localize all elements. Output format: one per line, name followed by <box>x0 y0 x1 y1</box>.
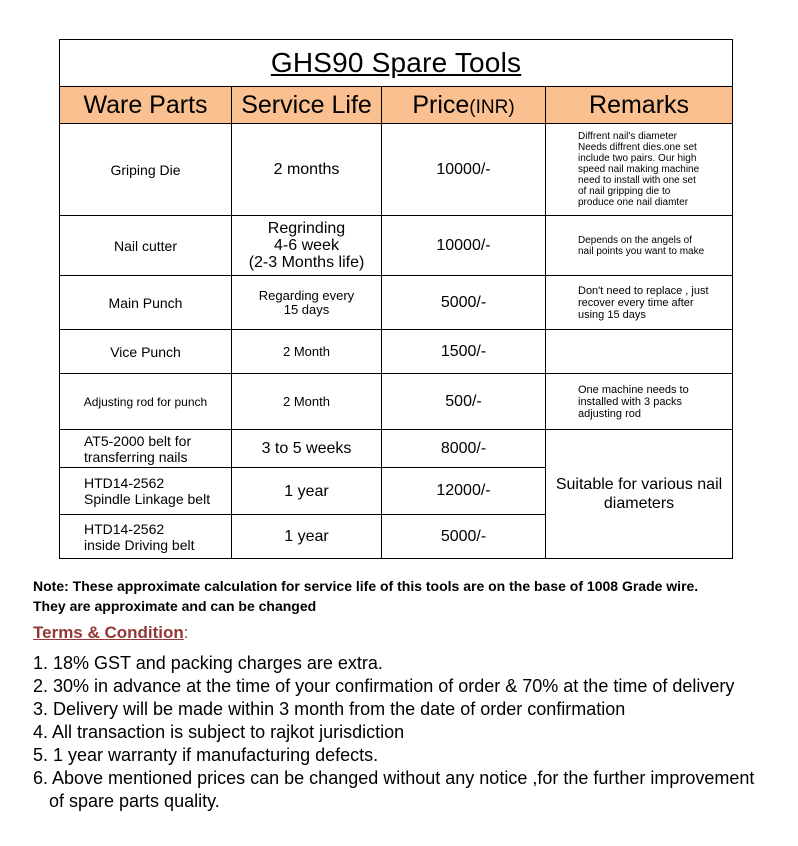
part-cell: Vice Punch <box>60 330 232 374</box>
table-row <box>60 216 733 276</box>
part-cell <box>60 430 232 468</box>
terms-item: 4. All transaction is subject to rajkot jurisdiction <box>33 722 405 742</box>
header-price-unit: (INR) <box>469 96 515 118</box>
life-cell: 1 year <box>232 515 382 559</box>
remarks-line: of nail gripping die to <box>578 186 671 197</box>
terms-item: 2. 30% in advance at the time of your confirmation of order & 70% at the time of delivery <box>33 676 735 696</box>
part-line: transferring nails <box>84 448 188 465</box>
header-row <box>60 87 733 124</box>
header-remarks: Remarks <box>546 87 733 124</box>
price-cell: 8000/- <box>382 430 546 468</box>
header-price-label: Price <box>412 90 470 119</box>
table-row <box>60 330 733 374</box>
note-line: Note: These approximate calculation for service life of this tools are on the base of 1008 Grade wire. <box>33 578 699 594</box>
part-line: HTD14-2562 <box>84 475 165 491</box>
life-line: Regarding every <box>258 287 355 303</box>
remarks-line: diameters <box>603 495 675 512</box>
remarks-cell <box>546 330 733 374</box>
spare-tools-table <box>59 39 733 559</box>
terms-heading-colon: : <box>183 623 189 642</box>
note-line: They are approximate and can be changed <box>33 598 317 614</box>
life-line: 15 days <box>283 301 330 317</box>
part-cell: Griping Die <box>60 124 232 216</box>
life-cell: 3 to 5 weeks <box>232 430 382 468</box>
life-line: 4-6 week <box>274 237 339 254</box>
remarks-line: include two pairs. Our high <box>578 153 697 164</box>
terms-item: 6. Above mentioned prices can be changed without any notice ,for the further improvement <box>33 768 755 788</box>
remarks-cell <box>546 216 733 276</box>
remarks-line: nail points you want to make <box>578 245 705 257</box>
part-line: inside Driving belt <box>84 536 195 553</box>
remarks-line: Needs diffrent dies.one set <box>578 142 697 153</box>
part-cell <box>60 515 232 559</box>
remarks-line: recover every time after <box>578 296 694 309</box>
part-line: HTD14-2562 <box>84 520 165 537</box>
remarks-line: installed with 3 packs <box>578 395 682 408</box>
header-service-life: Service Life <box>232 87 382 124</box>
remarks-cell <box>546 276 733 330</box>
terms-heading <box>33 623 189 643</box>
price-cell: 12000/- <box>382 468 546 515</box>
terms-item: 1. 18% GST and packing charges are extra. <box>33 653 383 673</box>
table-title-cell <box>60 40 733 87</box>
table-row <box>60 276 733 330</box>
table-title: GHS90 Spare Tools <box>270 47 522 78</box>
remarks-line: Depends on the angels of <box>578 234 692 246</box>
remarks-cell <box>546 124 733 216</box>
remarks-line: Don't need to replace , just <box>578 284 709 297</box>
terms-item: 5. 1 year warranty if manufacturing defects. <box>33 745 379 765</box>
price-cell: 10000/- <box>382 124 546 216</box>
header-price <box>382 87 546 124</box>
price-cell: 10000/- <box>382 216 546 276</box>
remarks-cell <box>546 374 733 430</box>
terms-item-continuation: of spare parts quality. <box>49 791 220 811</box>
terms-heading-text: Terms & Condition <box>33 623 184 642</box>
part-cell: Main Punch <box>60 276 232 330</box>
note-paragraph <box>33 576 793 616</box>
life-cell <box>232 276 382 330</box>
life-line: (2-3 Months life) <box>248 254 365 271</box>
price-cell: 500/- <box>382 374 546 430</box>
remarks-cell-shared <box>546 430 733 559</box>
remarks-line: need to install with one set <box>578 175 696 186</box>
life-cell <box>232 216 382 276</box>
life-line: Regrinding <box>267 220 346 237</box>
life-cell: 2 months <box>232 124 382 216</box>
life-cell: 1 year <box>232 468 382 515</box>
header-ware-parts: Ware Parts <box>60 87 232 124</box>
remarks-line: produce one nail diamter <box>578 197 689 208</box>
part-cell <box>60 468 232 515</box>
table-row <box>60 124 733 216</box>
part-line: AT5-2000 belt for <box>84 432 192 449</box>
life-cell: 2 Month <box>232 374 382 430</box>
terms-item: 3. Delivery will be made within 3 month from the date of order confirmation <box>33 699 626 719</box>
part-line: Spindle Linkage belt <box>84 491 211 507</box>
price-cell: 1500/- <box>382 330 546 374</box>
life-cell: 2 Month <box>232 330 382 374</box>
price-cell: 5000/- <box>382 515 546 559</box>
remarks-line: Diffrent nail's diameter <box>578 131 677 142</box>
remarks-line: Suitable for various nail <box>555 476 723 493</box>
price-cell: 5000/- <box>382 276 546 330</box>
remarks-line: adjusting rod <box>578 407 641 420</box>
table-row <box>60 430 733 468</box>
remarks-line: One machine needs to <box>578 383 689 396</box>
terms-list <box>33 652 793 813</box>
table-row <box>60 374 733 430</box>
spare-tools-sheet <box>59 39 732 559</box>
remarks-line: using 15 days <box>578 308 646 321</box>
part-cell: Adjusting rod for punch <box>60 374 232 430</box>
remarks-line: speed nail making machine <box>578 164 700 175</box>
part-cell: Nail cutter <box>60 216 232 276</box>
